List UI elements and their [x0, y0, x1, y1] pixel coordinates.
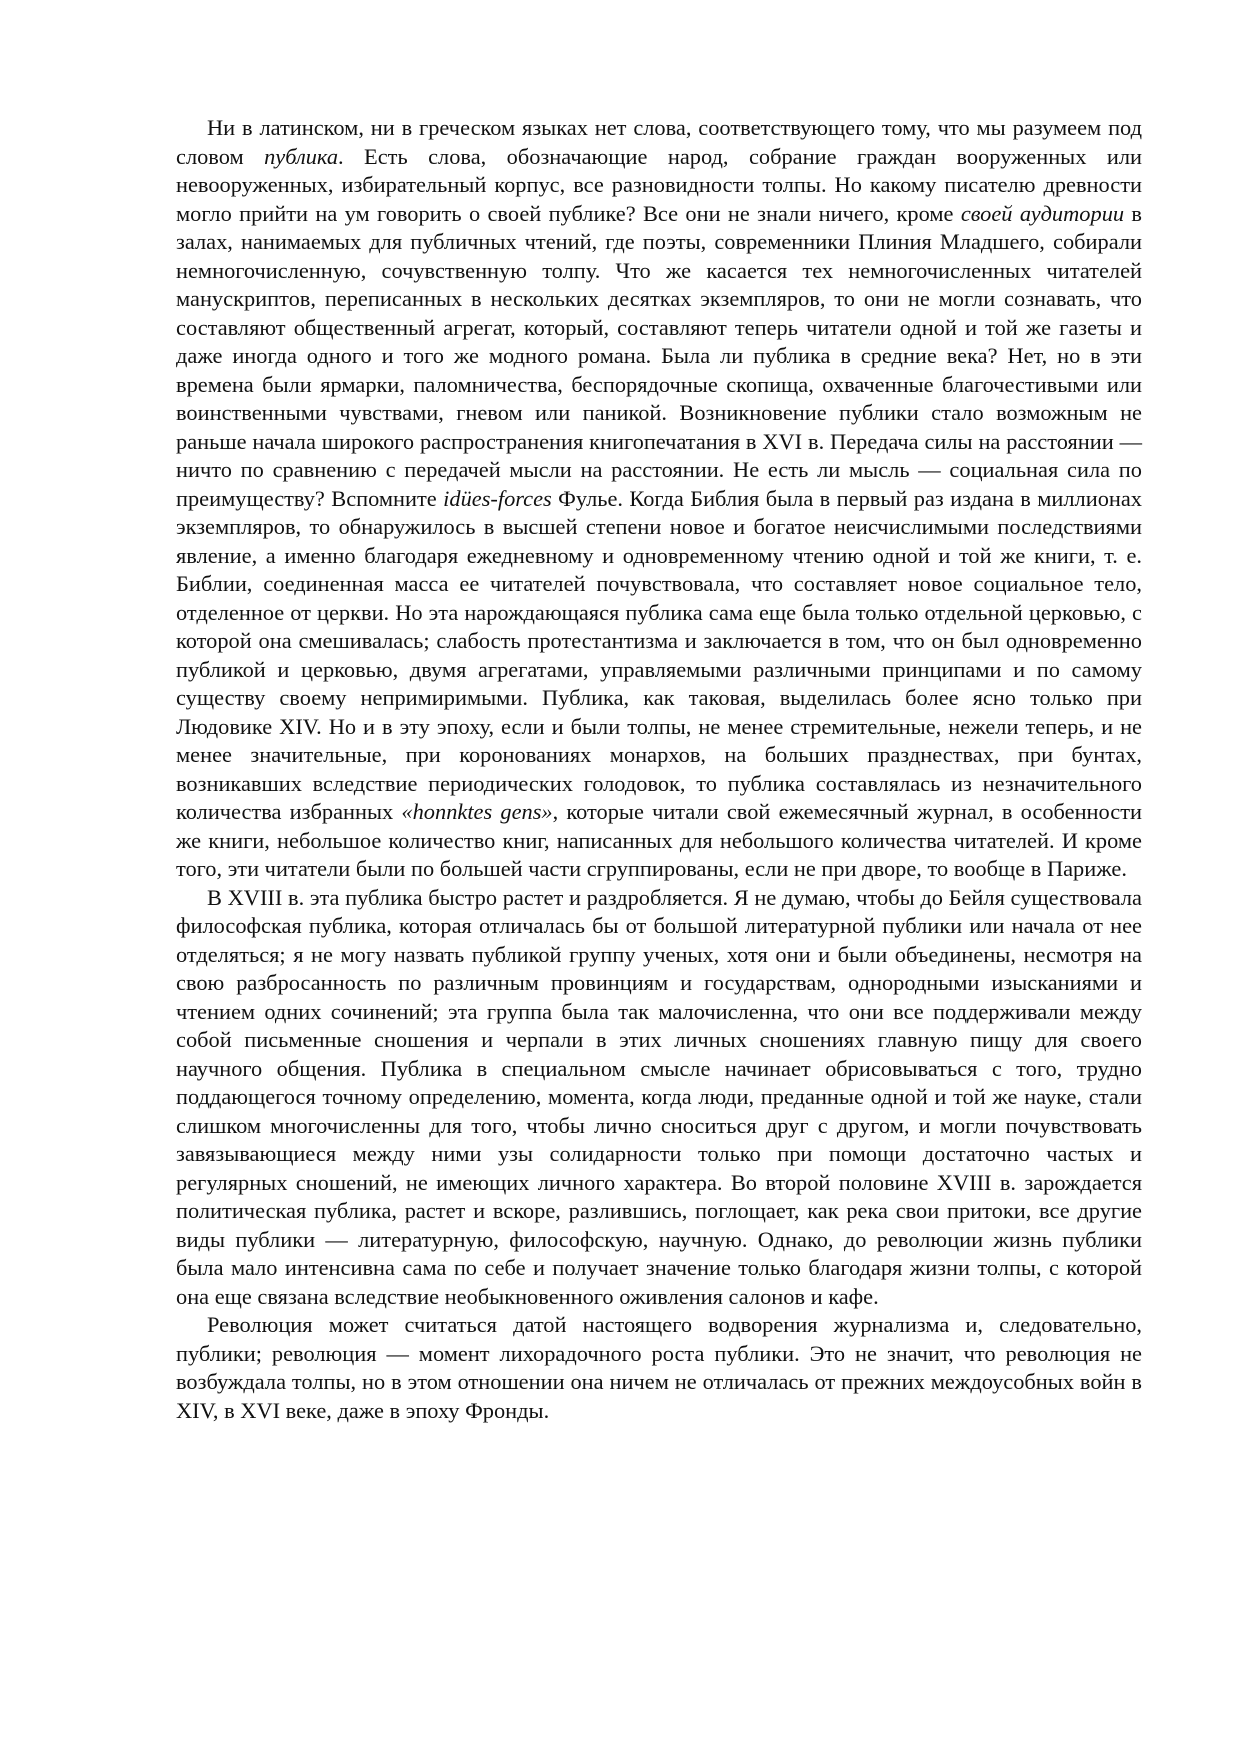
paragraph-1 [176, 114, 1142, 884]
text-segment: в залах, нанимаемых для публичных чтений, где поэты, современники Плиния Младшего, собирали немногочисленную, сочувственную толпу. Что же касается тех немногочисленных читателей манускриптов, переписанных в нескольких десятках экземпляров, то они не могли сознавать, что составляют общественный агрегат, который, составляют теперь читатели одной и той же газеты и даже иногда одного и того же модного романа. Была ли публика в средние века? Нет, но в эти времена были ярмарки, паломничества, беспорядочные скопища, охваченные благочестивыми или воинственными чувствами, гневом или паникой. Возникновение публики стало возможным не раньше начала широкого распространения книгопечатания в XVI в. Передача силы на расстоянии — ничто по сравнению с передачей мысли на расстоянии. Не есть ли мысль — социальная сила по преимуществу? Вспомните [176, 200, 1143, 511]
italic-term-auditoria: своей аудитории [960, 200, 1125, 226]
text-segment: Революция может считаться датой настоящего водворения журнализма и, следовательно, публики; революция — момент лихорадочного роста публики. Это не значит, что революция не возбуждала толпы, но в этом отношении она ничем не отличалась от прежних междоусобных войн в XIV, в XVI веке, даже в эпоху Фронды. [176, 1312, 1142, 1423]
italic-term-idees-forces: idües-forces [443, 485, 552, 511]
text-segment: Фулье. Когда Библия была в первый раз издана в миллионах экземпляров, то обнаружилось в высшей степени новое и богатое неисчислимыми последствиями явление, а именно благодаря ежедневному и одновременному чтению одной и той же книги, т. е. Библии, соединенная масса ее читателей почувствовала, что составляет новое социальное тело, отделенное от церкви. Но эта нарождающаяся публика сама еще была только отдельной церковью, с которой она смешивалась; слабость протестантизма и заключается в том, что он был одновременно публикой и церковью, двумя агрегатами, управляемыми различными принципами и по самому существу своему непримиримыми. Публика, как таковая, выделилась более ясно только при Людовике XIV. Но и в эту эпоху, если и были толпы, не менее стремительные, нежели теперь, и не менее значительные, при коронованиях монархов, на больших празднествах, при бунтах, возникавших вследствие периодических голодовок, то публика составлялась из незначительного количества избранных [176, 485, 1142, 824]
text-segment: Ни в латинском, ни в греческом языках нет слова, соответствующего тому, что мы разумеем под словом [176, 115, 1142, 169]
text-segment: . Есть слова, обозначающие народ, собрание граждан вооруженных или невооруженных, избирательный корпус, все разновидности толпы. Но какому писателю древности могло прийти на ум говорить о своей публике? Все они не знали ничего, кроме [176, 143, 1142, 226]
text-segment: , которые читали свой ежемесячный журнал, в особенности же книги, небольшое количество книг, написанных для небольшого количества читателей. И кроме того, эти читатели были по большей части сгруппированы, если не при дворе, то вообще в Париже. [176, 799, 1142, 881]
italic-term-honnetes-gens: «honnktes gens» [401, 799, 553, 824]
paragraph-2 [176, 884, 1142, 1312]
document-page [176, 114, 1142, 1425]
text-segment: В XVIII в. эта публика быстро растет и раздробляется. Я не думаю, чтобы до Бейля существовала философская публика, которая отличалась бы от большой литературной публики или начала от нее отделяться; я не могу назвать публикой группу ученых, хотя они и были объединены, несмотря на свою разбросанность по различным провинциям и государствам, однородными изысканиями и чтением одних сочинений; эта группа была так малочисленна, что они все поддерживали между собой письменные сношения и черпали в этих личных сношениях главную пищу для своего научного общения. Публика в специальном смысле начинает обрисовываться с того, трудно поддающегося точному определению, момента, когда люди, преданные одной и той же науке, стали слишком многочисленны для того, чтобы лично сноситься друг с другом, и могли почувствовать завязывающиеся между ними узы солидарности только при помощи достаточно частых и регулярных сношений, не имеющих личного характера. Во второй половине XVIII в. зарождается политическая публика, растет и вскоре, разлившись, поглощает, как река свои притоки, все другие виды публики — литературную, философскую, научную. Однако, до революции жизнь публики была мало интенсивна сама по себе и получает значение только благодаря жизни толпы, с которой она еще связана вследствие необыкновенного оживления салонов и кафе. [176, 884, 1142, 1309]
paragraph-3 [176, 1311, 1142, 1425]
italic-term-publika: публика [264, 143, 339, 169]
